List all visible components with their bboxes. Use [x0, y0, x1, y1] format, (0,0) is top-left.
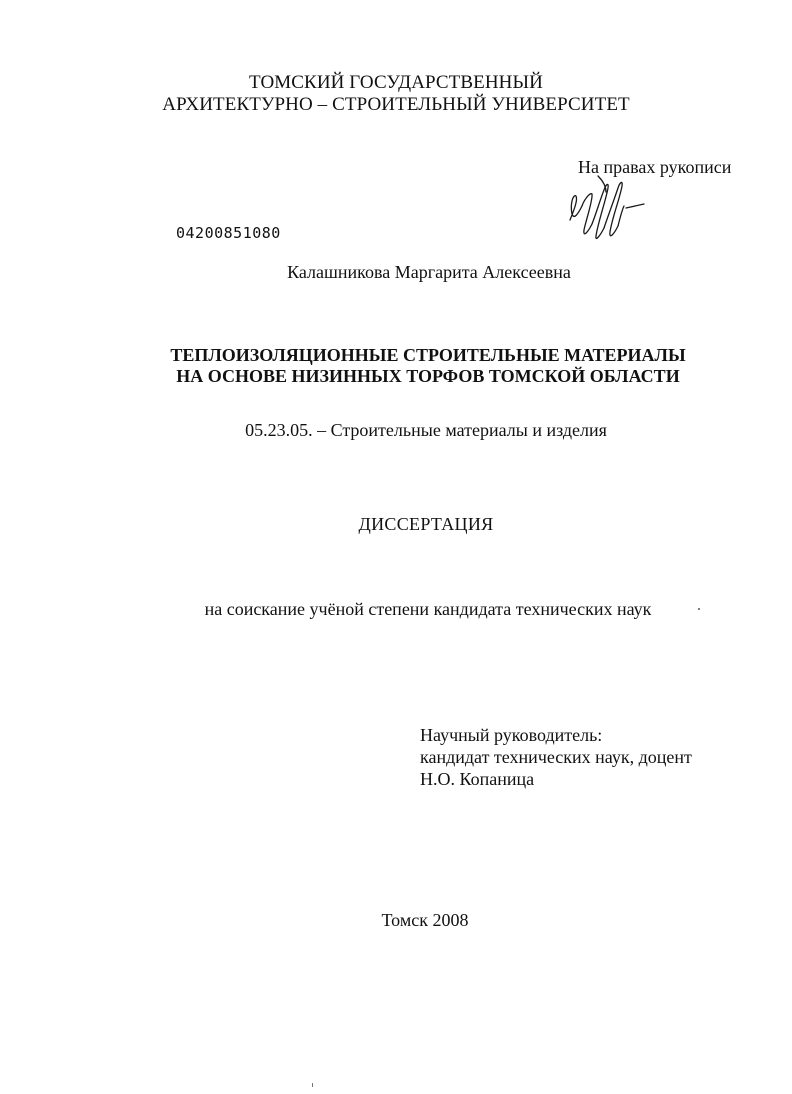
degree-statement: на соискание учёной степени кандидата технических наук — [204, 599, 652, 619]
city-year: Томск 2008 — [381, 910, 469, 930]
title-line-1: ТЕПЛОИЗОЛЯЦИОННЫЕ СТРОИТЕЛЬНЫЕ МАТЕРИАЛЫ — [170, 345, 686, 365]
advisor-label: Научный руководитель: — [420, 725, 603, 745]
university-line-1: ТОМСКИЙ ГОСУДАРСТВЕННЫЙ — [249, 72, 543, 93]
dissertation-title — [0, 345, 792, 387]
catalog-code: 04200851080 — [176, 224, 281, 242]
university-line-2: АРХИТЕКТУРНО – СТРОИТЕЛЬНЫЙ УНИВЕРСИТЕТ — [162, 94, 630, 115]
advisor-name: Н.О. Копаница — [420, 769, 535, 789]
manuscript-rights-note: На правах рукописи — [578, 157, 732, 177]
university-name — [0, 72, 792, 116]
document-type: ДИССЕРТАЦИЯ — [358, 514, 494, 534]
title-line-2: НА ОСНОВЕ НИЗИННЫХ ТОРФОВ ТОМСКОЙ ОБЛАСТИ — [176, 366, 680, 386]
handwritten-signature — [562, 170, 662, 252]
author-name: Калашникова Маргарита Алексеевна — [287, 262, 571, 282]
scan-speck — [698, 608, 700, 610]
scientific-advisor — [420, 724, 692, 790]
advisor-title: кандидат технических наук, доцент — [420, 747, 692, 767]
specialty-code: 05.23.05. – Строительные материалы и изделия — [245, 420, 607, 440]
scan-speck-bottom — [312, 1083, 313, 1087]
